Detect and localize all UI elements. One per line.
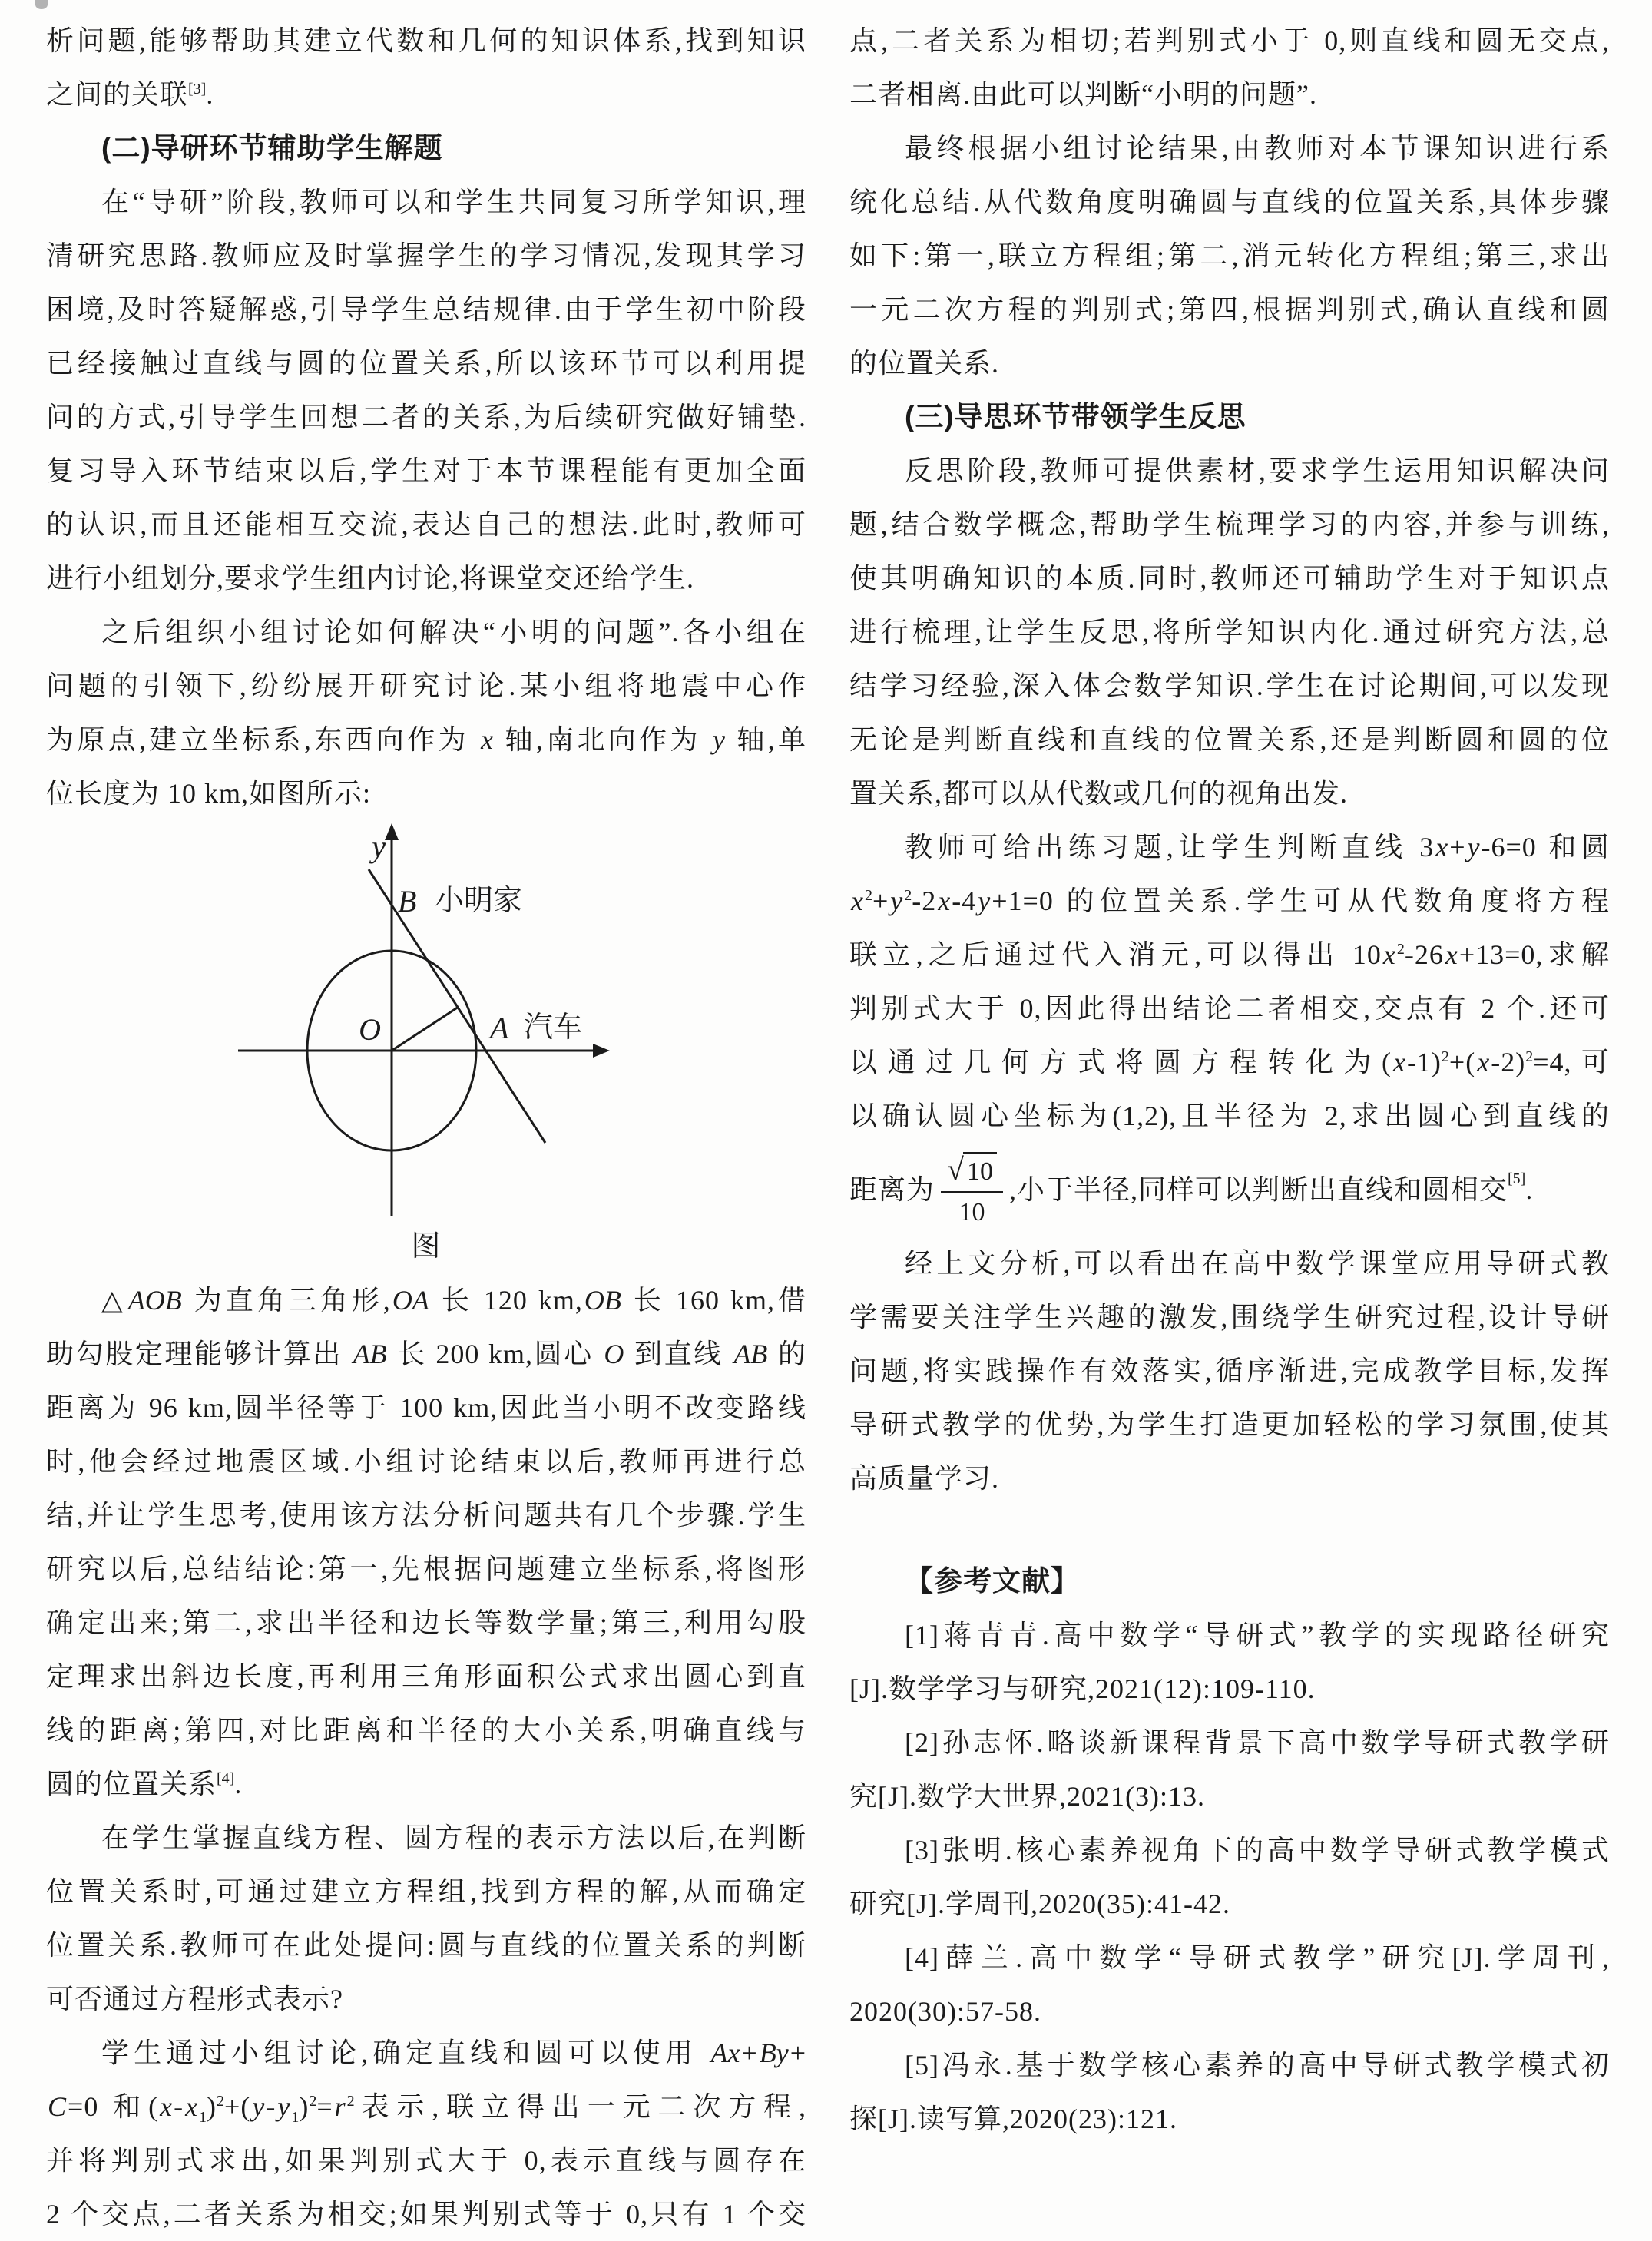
radius-segment xyxy=(392,1007,459,1051)
text-line: 线的距离;第四,对比距离和半径的大小关系,明确直线与 xyxy=(46,1715,806,1746)
left-text-top xyxy=(46,14,806,820)
text-line: 位置关系.教师可在此处提问:圆与直线的位置关系的判断 xyxy=(46,1930,806,1961)
section-heading-3: (三)导思环节带领学生反思 xyxy=(905,401,1246,432)
coordinate-figure xyxy=(46,820,806,1273)
text-line: 研究以后,总结结论:第一,先根据问题建立坐标系,将图形 xyxy=(46,1554,806,1584)
text-line: 在学生掌握直线方程、圆方程的表示方法以后,在判断 xyxy=(101,1822,806,1853)
text-line: 析问题,能够帮助其建立代数和几何的知识体系,找到知识 xyxy=(46,25,806,56)
text-line: 问题的引领下,纷纷展开研究讨论.某小组将地震中心作 xyxy=(46,670,806,701)
text-line: 二者相离.由此可以判断“小明的问题”. xyxy=(849,79,1317,110)
text-line: 学生通过小组讨论,确定直线和圆可以使用 Ax+By+ xyxy=(101,2037,806,2068)
reference-item: 2020(30):57-58. xyxy=(849,1996,1041,2027)
text-line: 联立,之后通过代入消元,可以得出 10x $^2$-26x+13=0,求解 xyxy=(849,939,1610,970)
sqrt-fraction: √ 10 10 xyxy=(941,1152,1003,1227)
text-line: 以通过几何方式将圆方程转化为$(x-1)^2+(x-2)^2=4$,可 xyxy=(849,1047,1610,1077)
text-line: 使其明确知识的本质.同时,教师还可辅助学生对于知识点 xyxy=(849,563,1610,594)
text-line: 助勾股定理能够计算出 AB 长 200 km,圆心 O 到直线 AB 的 xyxy=(46,1339,806,1369)
text-line: 题,结合数学概念,帮助学生梳理学习的内容,并参与训练, xyxy=(849,509,1610,540)
text-line: 置关系,都可以从代数或几何的视角出发. xyxy=(849,778,1349,809)
text-line: 反思阶段,教师可提供素材,要求学生运用知识解决问 xyxy=(905,455,1610,486)
text-line: 如下:第一,联立方程组;第二,消元转化方程组;第三,求出 xyxy=(849,240,1610,271)
reference-item: 究[J].数学大世界,2021(3):13. xyxy=(849,1781,1205,1812)
b-annotation: 小明家 xyxy=(435,885,523,917)
text-line: 为原点,建立坐标系,东西向作为 x 轴,南北向作为 y 轴,单 xyxy=(46,724,806,755)
y-axis-label: y xyxy=(372,829,386,864)
text-line: 确定出来;第二,求出半径和边长等数学量;第三,利用勾股 xyxy=(46,1607,806,1638)
reference-item: [4]薛兰.高中数学“导研式教学”研究[J].学周刊, xyxy=(905,1942,1610,1973)
reference-item: [5]冯永.基于数学核心素养的高中导研式教学模式初 xyxy=(905,2050,1610,2080)
text-line: 判别式大于 0,因此得出结论二者相交,交点有 2 个.还可 xyxy=(849,993,1610,1024)
text-line: 学需要关注学生兴趣的激发,围绕学生研究过程,设计导研 xyxy=(849,1302,1610,1332)
left-column xyxy=(46,14,806,2241)
section-gap xyxy=(849,1505,1610,1554)
text-line: 的认识,而且还能相互交流,表达自己的想法.此时,教师可 xyxy=(46,509,806,540)
reference-item: [1]蒋青青.高中数学“导研式”教学的实现路径研究 xyxy=(905,1620,1610,1650)
text-line: 之间的关联[3]. xyxy=(46,79,214,110)
fraction-line: 距离为 √ 10 10 ,小于半径,同样可以判断出直线和圆相交 [5] . xyxy=(849,1151,1534,1226)
text-line: 问题,将实践操作有效落实,循序渐进,完成教学目标,发挥 xyxy=(849,1356,1610,1386)
text-line: 在“导研”阶段,教师可以和学生共同复习所学知识,理 xyxy=(101,187,806,217)
section-heading-2: (二)导研环节辅助学生解题 xyxy=(101,132,443,164)
text-line: 无论是判断直线和直线的位置关系,还是判断圆和圆的位 xyxy=(849,724,1610,755)
y-axis-arrow-icon xyxy=(385,823,399,840)
reference-item: [3]张明.核心素养视角下的高中数学导研式教学模式 xyxy=(905,1835,1610,1865)
text-line: 之后组织小组讨论如何解决“小明的问题”.各小组在 xyxy=(101,617,806,647)
text-line: 以确认圆心坐标为(1,2),且半径为 2,求出圆心到直线的 xyxy=(849,1101,1610,1131)
text-line: 导研式教学的优势,为学生打造更加轻松的学习氛围,使其 xyxy=(849,1409,1610,1440)
text-line: 时,他会经过地震区域.小组讨论结束以后,教师再进行总 xyxy=(46,1446,806,1477)
text-line: 2 个交点,二者关系为相交;如果判别式等于 0,只有 1 个交 xyxy=(46,2199,806,2229)
reference-item: [2]孙志怀.略谈新课程背景下高中数学导研式教学研 xyxy=(905,1727,1610,1758)
text-line: 一元二次方程的判别式;第四,根据判别式,确认直线和圆 xyxy=(849,294,1610,325)
text-line: 最终根据小组讨论结果,由教师对本节课知识进行系 xyxy=(905,133,1610,164)
text-line: 经上文分析,可以看出在高中数学课堂应用导研式教 xyxy=(905,1248,1610,1279)
text-line: △AOB 为直角三角形,OA 长 120 km,OB 长 160 km,借 xyxy=(101,1285,806,1316)
text-line: 复习导入环节结束以后,学生对于本节课程能有更加全面 xyxy=(46,455,806,486)
text-line: 位长度为 10 km,如图所示: xyxy=(46,778,372,809)
figure-canvas xyxy=(46,820,806,1220)
text-line: 结学习经验,深入体会数学知识.学生在讨论期间,可以发现 xyxy=(849,670,1610,701)
text-line: 清研究思路.教师应及时掌握学生的学习情况,发现其学习 xyxy=(46,240,806,271)
text-line: 圆的位置关系[4]. xyxy=(46,1769,243,1799)
text-line: 位置关系时,可通过建立方程组,找到方程的解,从而确定 xyxy=(46,1876,806,1907)
a-annotation: 汽车 xyxy=(524,1011,583,1044)
text-line: 距离为 96 km,圆半径等于 100 km,因此当小明不改变路线 xyxy=(46,1392,806,1423)
text-line: 问的方式,引导学生回想二者的关系,为后续研究做好铺垫. xyxy=(46,402,806,432)
text-line: 结,并让学生思考,使用该方法分析问题共有几个步骤.学生 xyxy=(46,1500,806,1531)
references-heading: 【参考文献】 xyxy=(905,1565,1080,1597)
reference-item: 探[J].读写算,2020(23):121. xyxy=(849,2104,1177,2134)
right-text xyxy=(849,14,1610,2146)
origin-label: O xyxy=(359,1012,381,1047)
point-b-label: B xyxy=(398,884,417,919)
x-axis-arrow-icon xyxy=(593,1044,610,1058)
text-line: 点,二者关系为相切;若判别式小于 0,则直线和圆无交点, xyxy=(849,25,1610,56)
text-line: 统化总结.从代数角度明确圆与直线的位置关系,具体步骤 xyxy=(849,187,1610,217)
right-column xyxy=(849,14,1610,2241)
text-line: 的位置关系. xyxy=(849,348,1000,379)
text-line: 并将判别式求出,如果判别式大于 0,表示直线与圆存在 xyxy=(46,2145,806,2176)
text-line: 进行小组划分,要求学生组内讨论,将课堂交还给学生. xyxy=(46,563,695,594)
scan-artifact xyxy=(35,0,48,9)
text-line: 进行梳理,让学生反思,将所学知识内化.通过研究方法,总 xyxy=(849,617,1610,647)
text-line: 可否通过方程形式表示? xyxy=(46,1984,343,2014)
text-line: 高质量学习. xyxy=(849,1463,1000,1494)
reference-item: 研究[J].学周刊,2020(35):41-42. xyxy=(849,1888,1230,1919)
figure-caption: 图 xyxy=(411,1230,442,1263)
text-line: 定理求出斜边长度,再利用三角形面积公式求出圆心到直 xyxy=(46,1661,806,1692)
reference-item: [J].数学学习与研究,2021(12):109-110. xyxy=(849,1673,1316,1704)
point-a-label: A xyxy=(490,1011,509,1045)
text-line: 教师可给出练习题,让学生判断直线 3x+y-6=0 和圆 xyxy=(905,832,1610,862)
text-line: 困境,及时答疑解惑,引导学生总结规律.由于学生初中阶段 xyxy=(46,294,806,325)
text-line: 已经接触过直线与圆的位置关系,所以该环节可以利用提 xyxy=(46,348,806,379)
text-line: x $^2$+y $^2$-2x-4y+1=0 的位置关系.学生可从代数角度将方程 xyxy=(851,885,1610,916)
left-text-bottom xyxy=(46,1273,806,2241)
text-line: C=0 和(x-x $_1$)$^2$+(y-y $_1$)$^2$=r $^2$表示,联立得出一元二次方程, xyxy=(48,2091,806,2127)
